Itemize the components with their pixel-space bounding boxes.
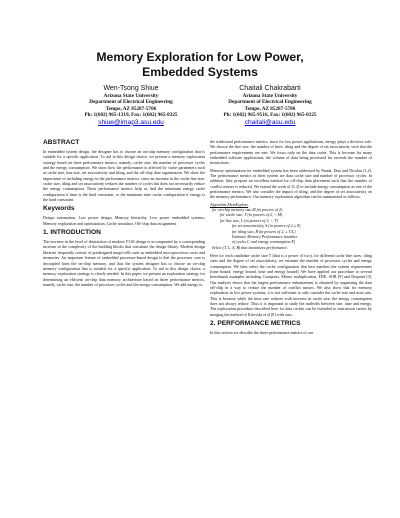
body-paragraph: Here for each candidate cache size T (that is a power of two), for different cache line sizes, tiling sizes and the degree of set associativity, we estimate the number of processor cycles and energy consumption. We then select the cache configuration that best matches the system requirements (time bound, energy bound, time and energy bound). We have applied our procedure to several benchmark examples including Compress, Matrix multiplication, FDE, SOR [9] and Dequant [3]. Our analysis shows that the largest performance enhancement is obtained by organizing the data off-chip in a way to reduce the number of conflict misses. We also show that for memory exploration in low power systems, it is not sufficient to only consider the cache size and miss rate. This is because while the miss rate reduces with increase in cache size, the energy consumption does not always reduce. Thus it is important to study the tradeoffs between size, time and energy. The exploration procedure described here for data caches can be extended to instruction caches by merging the method of Kirovski et al [8] with ours. [210,252,372,317]
body-paragraph: In this section we describe the three performance metrics of our [210,330,314,335]
author-phone: Ph: 1(602) 965-9516, Fax: 1(602) 965-8325 [223,112,317,119]
algorithm-line: for line size, L (in powers of 2, < T) [220,217,278,223]
algorithm-line: for on-chip memory size,M (in powers of 2) [212,207,283,213]
algorithm-line: of cycles C and energy consumption E) [232,239,296,245]
performance-metrics-heading: 2. PERFORMANCE METRICS [210,320,301,327]
author-block-2 [185,84,355,127]
author-address: Tempe, AZ 85287-5706 [244,105,296,112]
title-line-2: Embedded Systems [142,65,258,79]
author-address: Tempe, AZ 85287-5706 [105,105,157,112]
abstract-heading: ABSTRACT [43,139,80,146]
author-email-link[interactable]: chaitali@asu.edu [244,118,296,126]
keywords-text: Design automation, Low power design, Memory hierarchy, Low power embedded systems, Memory exploration and optimization, Cache simulator, Off-chip data assignment. [43,215,205,226]
body-paragraph: Memory optimization for embedded system has been addressed by Panda, Dutt and Nicolau [1,2]. The performance metrics of their system are data cache size and number of processor cycles. In addition, they propose an excellent method for off-chip data placement such that the number of conflict misses is reduced. We extend the work of [1,2] to include energy consumption as one of the performance metrics. We also consider the impact of tiling, and the degree of set associativity on the memory performance. Our memory exploration algorithm can be summarized as follows. [210,167,372,200]
title-line-1: Memory Exploration for Low Power, [96,50,304,64]
algorithm-line: for cache size, T (in powers of 2, < M) [220,212,283,218]
paper-title [0,50,400,80]
abstract-text: In embedded system design, the designer has to choose an on-chip memory configuration that is suitable for a specific application. To aid in this design choice, we present a memory exploration strategy based on three performance metrics, namely, cache size, the number of processor cycles and the energy consumption. We show how the performance is affected by cache parameters such as cache size, line size, set associativity and tiling, and the off-chip data organization. We show the importance of including energy in the performance metrics, since an increase in the cache line size, cache size, tiling and set associativity reduces the number of cycles but does not necessarily reduce the energy consumption. These performance metrics help us find the minimum energy cache configuration if time is the hard constraint, or the minimum time cache configuration if energy is the hard constraint. [43,149,205,203]
algorithm-line: Estimate Memory Performance (number [232,233,298,239]
author-affiliation: Arizona State University [242,93,298,99]
introduction-text: The increase in the level of abstraction of modern VLSI design is accompanied by a corresponding increase in the complexity of the building blocks that constitute the design library. Modern design libraries frequently consist of predesigned mega-cells such as embedded microprocessor cores and memories. An important feature of embedded processor-based design is that the processor core is decoupled from the on-chip memory, and thus the system designer has to choose an on-chip memory configuration that is suitable for a specific application. To aid in this design choice, a memory exploration strategy is clearly needed. In this paper, we present an exploration strategy for determining an efficient on-chip data memory architecture based on three performance metrics, namely, cache size, the number of processor cycles and the energy consumption. We add energy to [43,239,205,287]
author-name: Wen-Tsong Shiue [103,85,159,92]
algorithm-line: Select (T, L, S, B) that maximizes performance. [212,244,289,250]
algorithm-line: for set associativity, S (in powers of 2,≤ 8) [232,223,301,229]
algorithm-title: Algorithm MemExplore [210,201,249,207]
author-email-link[interactable]: shiue@imap3.asu.edu [98,118,164,126]
algorithm-block [210,202,372,250]
author-name: Chaitali Chakrabarti [239,85,301,92]
right-column [210,139,372,337]
author-department: Department of Electrical Engineering [228,99,312,106]
keywords-heading: Keywords [43,205,75,213]
author-affiliation: Arizona State University [103,93,159,99]
body-paragraph: the traditional performance metrics, since for low power applications, energy plays a decisive role. We choose the line size, the number of lines, tiling and the degree of set associativity such that the performance requirements are met. We focus only on the data cache. This is because for many embedded software applications, the volume of data being processed far exceeds the number of instructions. [210,139,372,166]
author-phone: Ph: 1(602) 965-1319, Fax: 1(602) 965-8325 [84,112,178,119]
introduction-heading: 1. INTRODUCTION [43,229,101,237]
author-department: Department of Electrical Engineering [89,99,173,106]
algorithm-line: for tiling size, B (in powers of 2, ≤ T/L) [232,228,296,234]
left-column [43,139,205,289]
